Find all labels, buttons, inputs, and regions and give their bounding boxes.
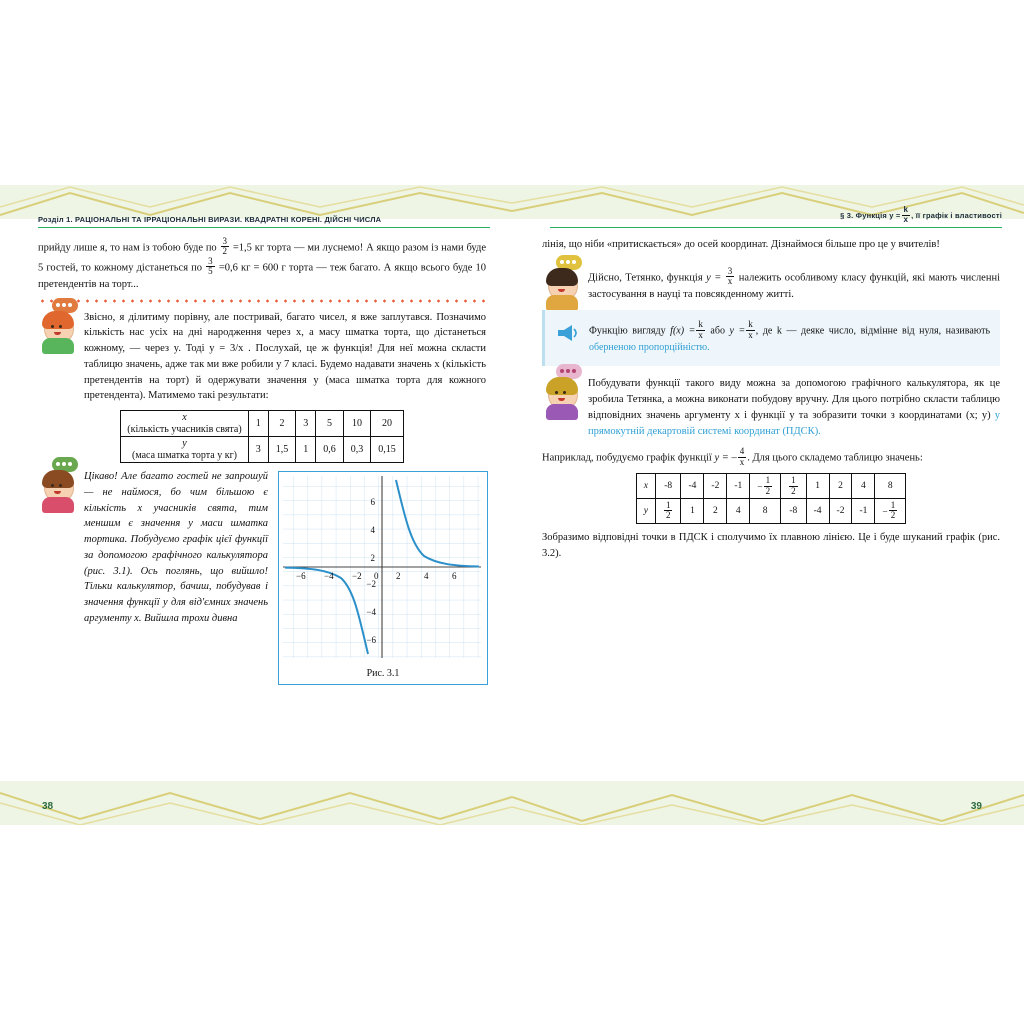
header-post: , її графік і властивості	[911, 211, 1002, 221]
cell: 0,15	[371, 437, 404, 463]
values-table-left	[120, 410, 403, 463]
svg-text:4: 4	[424, 571, 429, 581]
cell: -1	[852, 499, 875, 524]
page-number-right: 39	[970, 801, 982, 812]
bubble-dots-icon	[56, 303, 60, 307]
bubble-dots-icon	[56, 462, 60, 466]
header-pre: § 3. Функція y =	[840, 211, 901, 221]
dotted-divider-1	[38, 298, 486, 304]
svg-text:2: 2	[396, 571, 401, 581]
cell	[655, 499, 681, 524]
fraction-4-x: $\frac{4}{x}$	[739, 446, 745, 467]
torso	[546, 295, 578, 311]
left-page-content	[38, 237, 486, 777]
figure-caption: Рис. 3.1	[366, 668, 400, 679]
speech-block-teacher	[542, 267, 1000, 303]
speech-text-teacher	[588, 267, 1000, 303]
fraction-1-2: $\frac{1}{2}$	[665, 500, 671, 521]
values-table-right	[636, 473, 906, 524]
hair	[546, 377, 578, 395]
cell: 1,5	[268, 437, 296, 463]
cell: 2	[268, 411, 296, 437]
speech-block-girl-left	[38, 469, 486, 679]
avatar-teacher	[542, 265, 582, 311]
table-row	[121, 437, 403, 463]
cell: 5	[316, 411, 344, 437]
avatar-girl	[38, 467, 78, 513]
fraction-k-x-1: $\frac{k}{x}$	[698, 319, 703, 340]
hyperbola-graph	[279, 472, 485, 662]
right-page-content	[542, 237, 1000, 777]
hair	[42, 311, 74, 329]
intro-text-b: =1,5 кг торта — ми луснемо! А якщо разом із нами буде 5 гостей, то кожному дістанеться по	[38, 242, 486, 274]
cell: -2	[829, 499, 852, 524]
example-text-a: Наприклад, побудуємо графік функції	[542, 452, 712, 464]
speech-block-boy	[38, 310, 486, 405]
figure-3-1	[278, 471, 486, 685]
definition-term: оберненою пропорційністю.	[589, 342, 710, 354]
speech-text-boy: Звісно, я ділитиму порівну, але постривай, багато чисел, я вже заплутався. Позначимо кількість нас усіх на дні народження через x, а масу шматка торта, що дістанеться кожному, — через y. Тоді y = 3/x . Послухай, це ж функція! Для неї можна скласти таблицю значень, адже так ми вже робили у 7 класі. Будемо надавати значень x (кількість претендентів на торт) й одержувати значення y (маса шматка торта для кожного претендента). Матимемо такі результати:	[84, 311, 486, 402]
cell: 0,3	[343, 437, 371, 463]
row-label-y: y (маса шматка торта у кг)	[121, 437, 248, 463]
avatar-boy	[38, 308, 78, 354]
page-number-left: 38	[42, 801, 54, 812]
paragraph-intro	[38, 237, 486, 293]
eyes	[555, 282, 558, 285]
eyes	[51, 325, 54, 328]
fraction-3-2: $\frac{3}{2}$	[222, 236, 228, 257]
cell: 1	[248, 411, 268, 437]
bottom-decor-band-left	[0, 781, 512, 825]
svg-text:−2: −2	[366, 579, 376, 589]
torso	[546, 404, 578, 420]
left-page	[0, 185, 512, 825]
fraction-k-x-2: $\frac{k}{x}$	[748, 319, 753, 340]
cell: 20	[371, 411, 404, 437]
table-row	[121, 411, 403, 437]
cell: 4	[727, 499, 750, 524]
teacher-text-b: належить особливому класу функцій, які мають численні застосування в науці та повсякденному житті.	[588, 272, 1000, 300]
graph-frame	[278, 471, 488, 685]
eyes	[51, 484, 54, 487]
book-spread	[0, 185, 1024, 825]
cell: -4	[806, 499, 829, 524]
bubble-dots-icon	[560, 260, 564, 264]
svg-text:−4: −4	[324, 571, 334, 581]
speech-text-girl-left: Цікаво! Але багато гостей не запрошуй — не наймося, бо чим більшою є кількість x учасників свята, тим меншим є значення y маси шматка тортика. Побудуємо графік цієї функції за допомогою графічного калькулятора (рис. 3.1). Ось поглянь, що вийшло! Тільки калькулятор, бачиш, побудував і значення функції y для від'ємних значень аргументу x. Вийшла трохи дивна	[84, 471, 268, 624]
cell: − $\frac{1}{2}$	[875, 499, 906, 524]
row-label-y: y	[636, 499, 655, 524]
svg-text:−6: −6	[366, 635, 376, 645]
svg-text:−6: −6	[296, 571, 306, 581]
fraction-3-x: $\frac{3}{x}$	[727, 265, 733, 287]
girl-text: Побудувати функції такого виду можна за допомогою графічного калькулятора, як це зробила Тетянка, а можна виконати побудову вручну. Для цього потрібно скласти таблицю відповідних значень аргументу x і функції y та зобразити точки з координатами (x; y)	[588, 378, 1000, 421]
torso	[42, 338, 74, 354]
example-y: y = –	[714, 452, 737, 464]
definition-text-a: Функцію вигляду	[589, 325, 666, 337]
table-row	[636, 474, 905, 499]
right-page	[512, 185, 1024, 825]
mouth	[54, 332, 61, 335]
running-head-right	[550, 205, 1002, 228]
cell: -8	[781, 499, 807, 524]
fraction-1-2: $\frac{1}{2}$	[791, 475, 796, 496]
cell: -1	[727, 474, 750, 499]
cell: -8	[655, 474, 681, 499]
bubble-dots-icon	[560, 369, 564, 373]
cell: 2	[704, 499, 727, 524]
hair	[546, 268, 578, 286]
svg-text:2: 2	[370, 553, 375, 563]
cell: -4	[681, 474, 704, 499]
svg-text:4: 4	[370, 525, 375, 535]
cell: 8	[875, 474, 906, 499]
cell: 1	[681, 499, 704, 524]
definition-text-b: , де k — деяке число, відмінне від нуля, називають	[755, 325, 991, 337]
bottom-decor-band-right	[512, 781, 1024, 825]
paragraph-example	[542, 447, 1000, 467]
cell: 1	[296, 437, 316, 463]
svg-text:−2: −2	[352, 571, 362, 581]
avatar-girl-2	[542, 374, 582, 420]
megaphone-icon	[555, 322, 581, 344]
intro-text-a: прийду лише я, то нам із тобою буде по	[38, 242, 217, 254]
row-label-x: x	[636, 474, 655, 499]
cell: 2	[829, 474, 852, 499]
cell: 3	[296, 411, 316, 437]
definition-box	[542, 310, 1000, 366]
intro-text-c: =0,6 кг = 600 г торта — теж багато. А якщо всього буде 10 претендентів на торт...	[38, 262, 487, 290]
svg-text:6: 6	[452, 571, 457, 581]
running-head-left	[38, 209, 490, 228]
paragraph-top-right: лінія, що ніби «притискається» до осей координат. Дізнаймося більше про це у вчителів!	[542, 239, 940, 250]
speech-text-girl-right	[588, 376, 1000, 439]
right-header-text	[840, 206, 1002, 224]
definition-f: f(x) =	[670, 325, 696, 337]
cell: 8	[750, 499, 781, 524]
left-header-text: Розділ 1. РАЦІОНАЛЬНІ ТА ІРРАЦІОНАЛЬНІ ВИРАЗИ. КВАДРАТНІ КОРЕНІ. ДІЙСНІ ЧИСЛА	[38, 215, 382, 224]
cell: -2	[704, 474, 727, 499]
definition-or: або	[710, 325, 725, 337]
paragraph-bottom-right: Зобразимо відповідні точки в ПДСК і сполучимо їх плавною лінією. Це і буде шуканий графік (рис. 3.2).	[542, 531, 1000, 559]
teacher-text-a: Дійсно, Тетянко, функція	[588, 272, 703, 284]
speech-block-girl-right	[542, 376, 1000, 439]
row-label-x: x (кількість учасників свята)	[121, 411, 248, 437]
girl-text-link: у прямокутній декартовій системі координат (ПДСК).	[588, 409, 1001, 437]
cell	[781, 474, 807, 499]
torso	[42, 497, 74, 513]
svg-text:0: 0	[374, 571, 379, 581]
svg-text:−4: −4	[366, 607, 376, 617]
cell: 0,6	[316, 437, 344, 463]
header-fraction-k-x: $\frac{k}{x}$	[903, 205, 909, 224]
hair	[42, 470, 74, 488]
cell: 4	[852, 474, 875, 499]
definition-y: y =	[729, 325, 746, 337]
fraction-1-2: $\frac{1}{2}$	[765, 475, 771, 496]
fraction-3-5: $\frac{3}{5}$	[208, 255, 213, 277]
y-equals: y =	[706, 272, 722, 284]
cell: − $\frac{1}{2}$	[750, 474, 781, 499]
cell: 1	[806, 474, 829, 499]
example-text-b: . Для цього складемо таблицю значень:	[747, 452, 923, 464]
fraction-1-2: $\frac{1}{2}$	[890, 500, 896, 521]
cell: 3	[248, 437, 268, 463]
cell: 10	[343, 411, 371, 437]
svg-text:6: 6	[370, 497, 375, 507]
table-row	[636, 499, 905, 524]
